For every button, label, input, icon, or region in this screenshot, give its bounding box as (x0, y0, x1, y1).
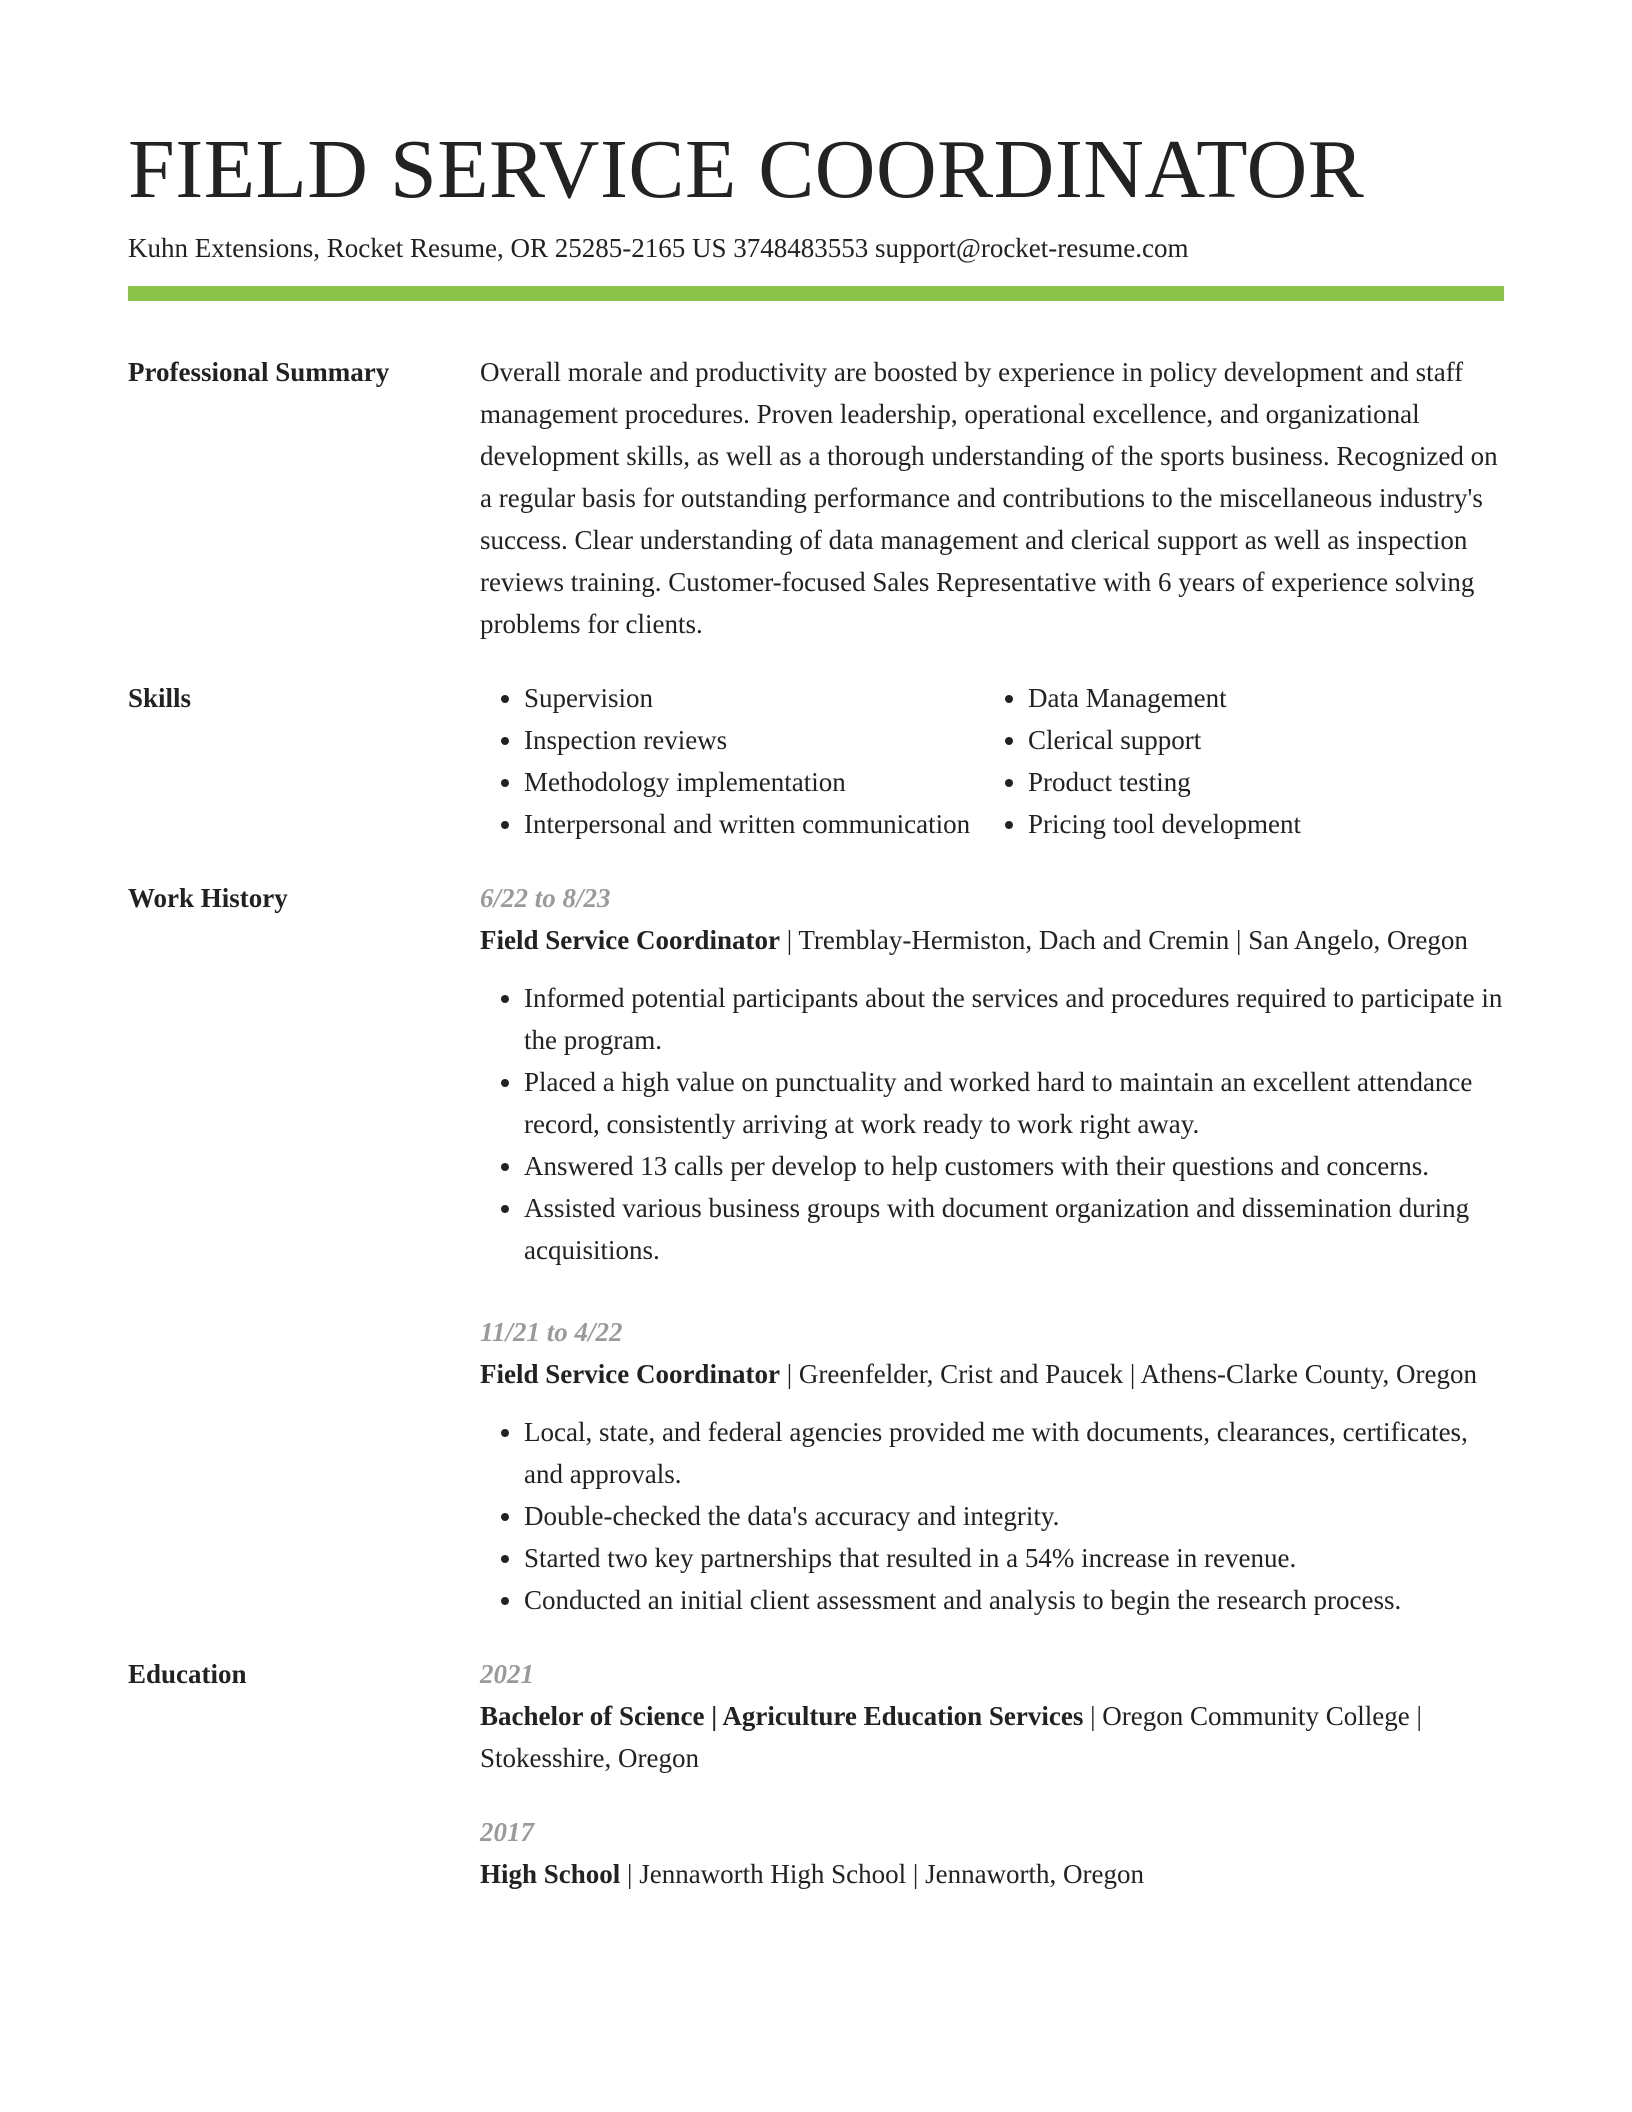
job-heading (480, 919, 1504, 961)
resume-page (128, 120, 1504, 1895)
summary-text: Overall morale and productivity are boosted by experience in policy development and staff management procedures. Proven leadership, operational excellence, and organizational development skills, as well as a thorough understanding of the sports business. Recognized on a regular basis for outstanding performance and contributions to the miscellaneous industry's success. Clear understanding of data management and clerical support as well as inspection reviews training. Customer-focused Sales Representative with 6 years of experience solving problems for clients. (480, 357, 1498, 639)
job-date: 11/21 to 4/22 (480, 1317, 623, 1347)
job-bullet: • Local, state, and federal agencies provided me with documents, clearances, certificates, and approvals. (524, 1411, 1504, 1495)
job-bullet: • Started two key partnerships that resulted in a 54% increase in revenue. (524, 1537, 1504, 1579)
job-role: Field Service Coordinator (480, 1359, 780, 1389)
education-section (128, 1653, 1504, 1895)
skills-grid (480, 677, 1504, 845)
work-history-section (128, 877, 1504, 1621)
skill-item: • Clerical support (1028, 719, 1488, 761)
resume-title: FIELD SERVICE COORDINATOR (128, 123, 1365, 216)
skill-item: • Data Management (1028, 677, 1488, 719)
work-history-label: Work History (128, 883, 288, 913)
skill-item: • Interpersonal and written communication (524, 803, 984, 845)
education-date: 2021 (480, 1659, 534, 1689)
job-bullet: • Assisted various business groups with document organization and dissemination during acquisitions. (524, 1187, 1504, 1271)
job-date: 6/22 to 8/23 (480, 883, 611, 913)
education-entry (480, 1811, 1504, 1895)
education-degree: High School (480, 1859, 621, 1889)
skill-item: • Product testing (1028, 761, 1488, 803)
skill-item: • Supervision (524, 677, 984, 719)
skills-column-1 (480, 677, 984, 845)
education-details: | Jennaworth High School | Jennaworth, Oregon (620, 1859, 1145, 1889)
skill-item: • Methodology implementation (524, 761, 984, 803)
job-bullet: • Answered 13 calls per develop to help customers with their questions and concerns. (524, 1145, 1504, 1187)
education-heading (480, 1695, 1504, 1779)
education-body (480, 1653, 1504, 1895)
job-heading (480, 1353, 1504, 1395)
job-bullet: • Double-checked the data's accuracy and integrity. (524, 1495, 1504, 1537)
job-bullet: • Placed a high value on punctuality and worked hard to maintain an excellent attendance record, consistently arriving at work ready to work right away. (524, 1061, 1504, 1145)
summary-label: Professional Summary (128, 357, 390, 387)
contact-line: Kuhn Extensions, Rocket Resume, OR 25285-2165 US 3748483553 support@rocket-resume.com (128, 233, 1189, 263)
skills-section (128, 677, 1504, 845)
summary-section (128, 351, 1504, 645)
job-details: | Greenfelder, Crist and Paucek | Athens-Clarke County, Oregon (779, 1359, 1477, 1389)
job-entry (480, 1311, 1504, 1621)
education-entry (480, 1653, 1504, 1779)
skill-item: • Inspection reviews (524, 719, 984, 761)
job-bullet: • Informed potential participants about the services and procedures required to participate in the program. (524, 977, 1504, 1061)
skills-label: Skills (128, 683, 192, 713)
job-entry (480, 877, 1504, 1271)
job-bullets (480, 1411, 1504, 1621)
work-history-body (480, 877, 1504, 1621)
job-bullet: • Conducted an initial client assessment and analysis to begin the research process. (524, 1579, 1504, 1621)
skills-column-2 (984, 677, 1488, 845)
education-date: 2017 (480, 1817, 534, 1847)
education-heading (480, 1853, 1504, 1895)
education-label: Education (128, 1659, 247, 1689)
education-degree: Bachelor of Science | Agriculture Education Services (480, 1701, 1084, 1731)
job-bullets (480, 977, 1504, 1271)
job-details: | Tremblay-Hermiston, Dach and Cremin | San Angelo, Oregon (779, 925, 1468, 955)
header-divider (128, 286, 1504, 301)
job-role: Field Service Coordinator (480, 925, 780, 955)
education-details: | Oregon Community College | Stokesshire, Oregon (480, 1701, 1422, 1773)
skill-item: • Pricing tool development (1028, 803, 1488, 845)
